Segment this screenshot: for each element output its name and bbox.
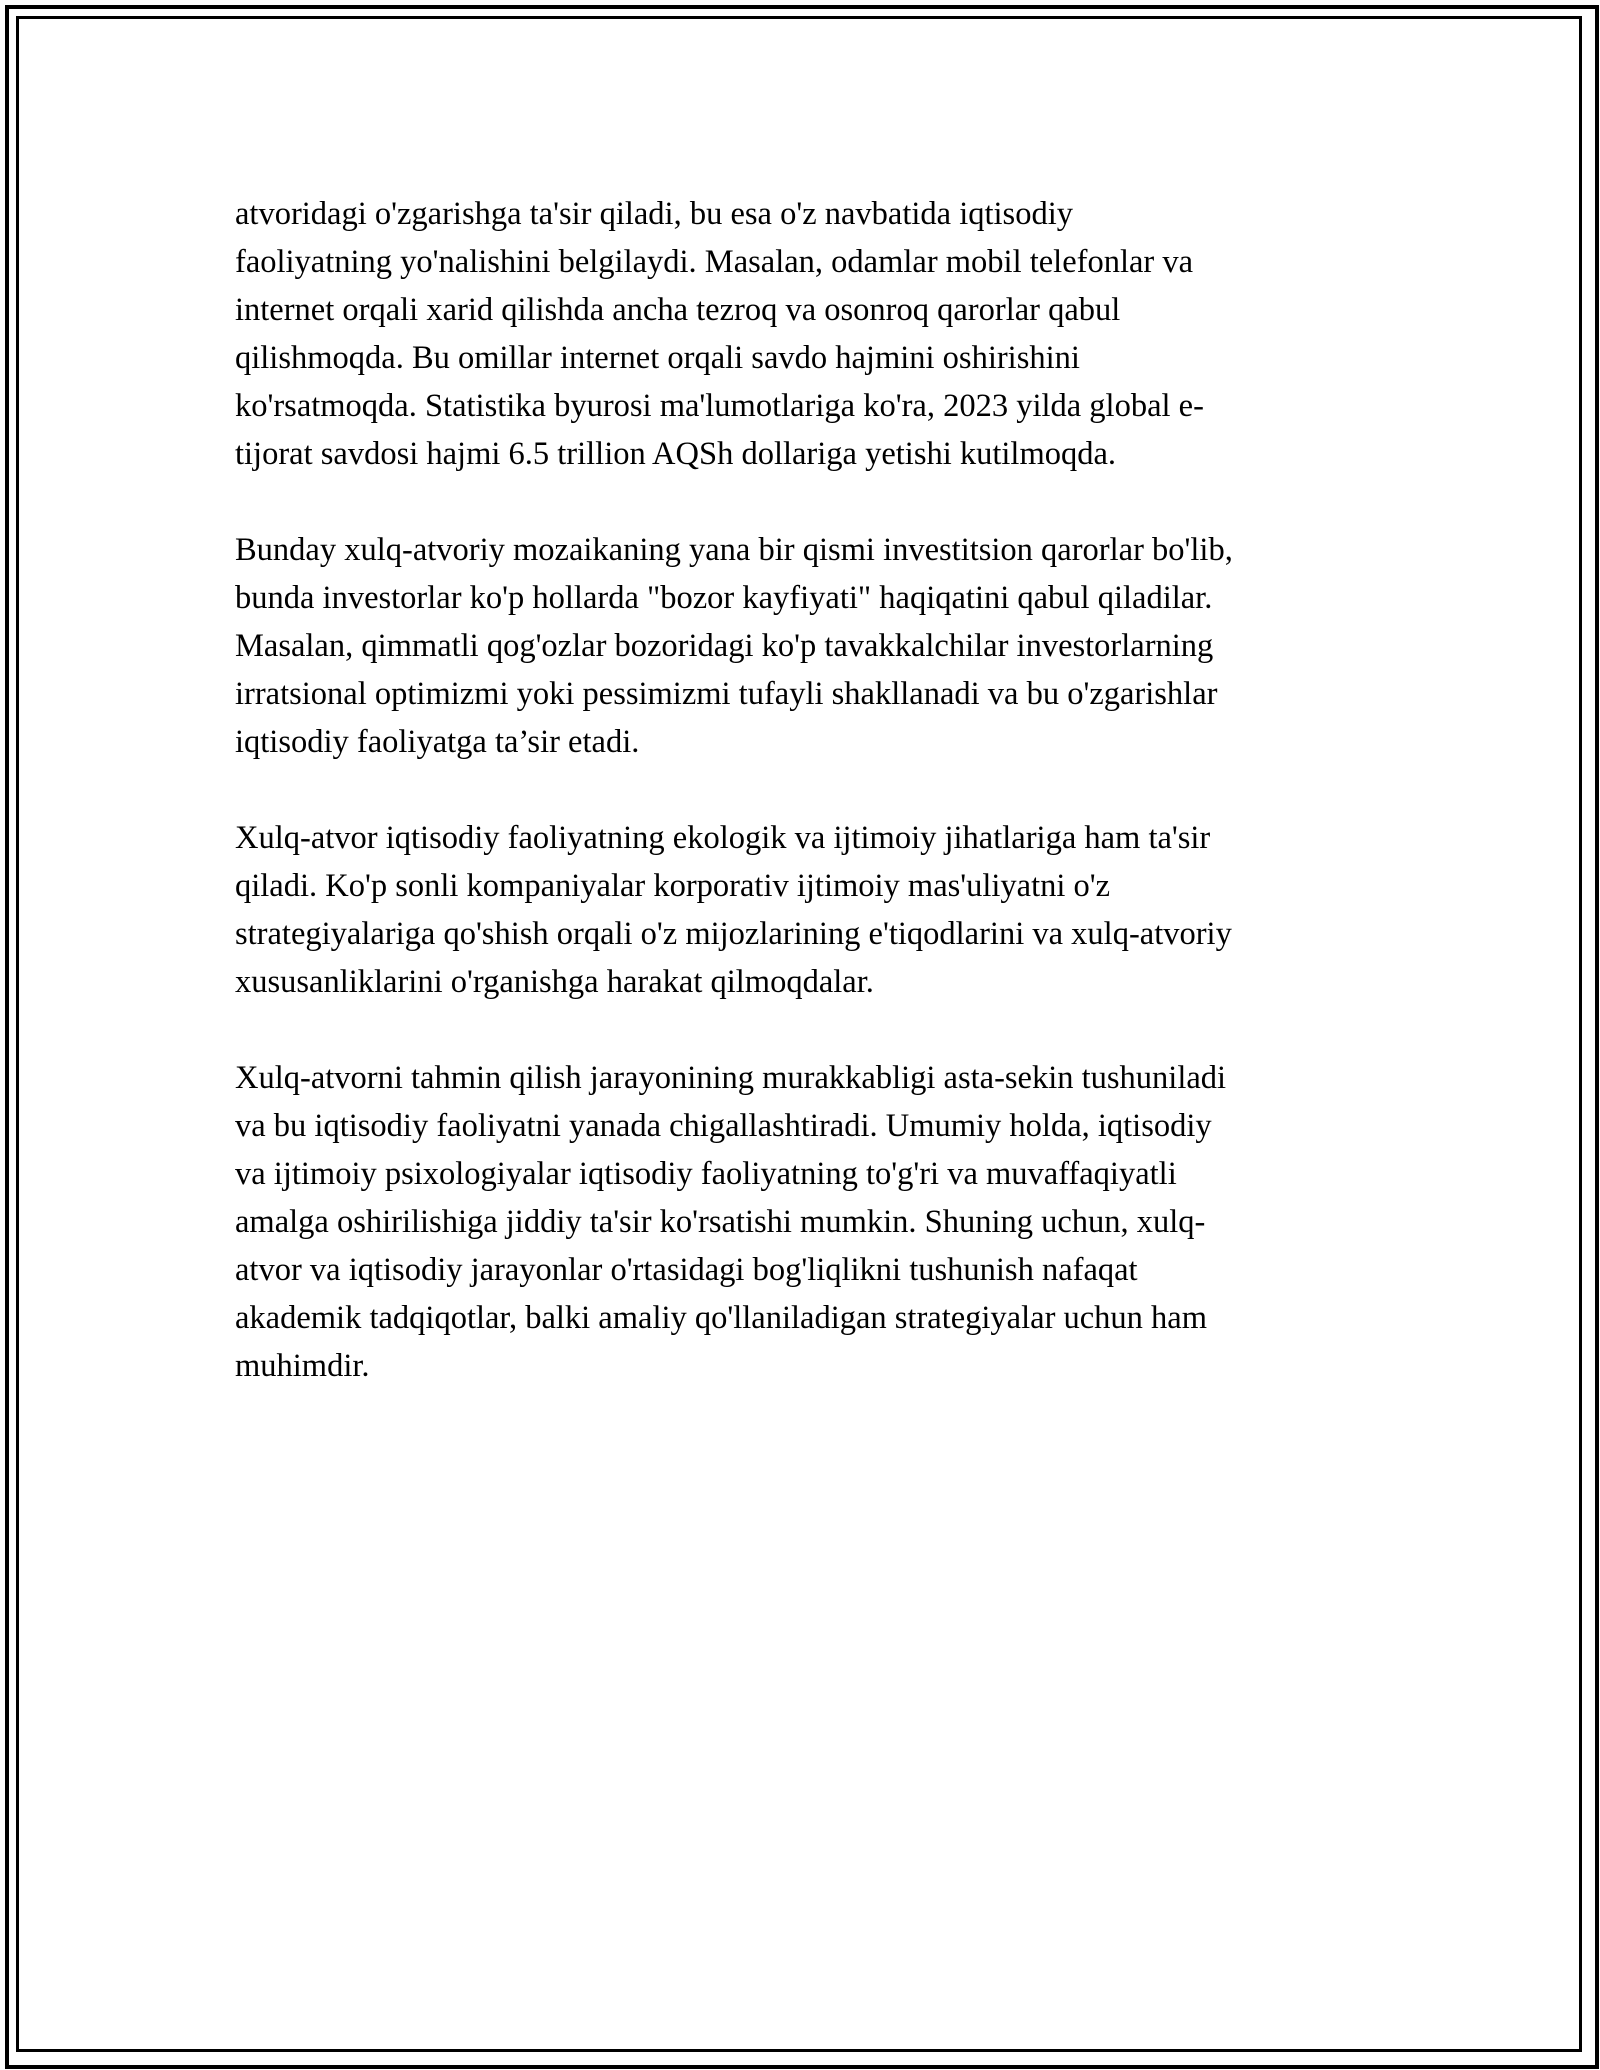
text-line: bunda investorlar ko'p hollarda "bozor kayfiyati" haqiqatini qabul qiladilar. (235, 580, 1213, 616)
text-line: Bunday xulq-atvoriy mozaikaning yana bir qismi investitsion qarorlar bo'lib, (235, 532, 1233, 568)
paragraph-3 (235, 814, 1380, 1006)
text-line: Masalan, qimmatli qog'ozlar bozoridagi ko'p tavakkalchilar investorlarning (235, 628, 1214, 664)
text-line: ko'rsatmoqda. Statistika byurosi ma'lumotlariga ko'ra, 2023 yilda global e- (235, 388, 1204, 424)
text-line: va ijtimoiy psixologiyalar iqtisodiy faoliyatning to'g'ri va muvaffaqiyatli (235, 1156, 1177, 1192)
text-line: va bu iqtisodiy faoliyatni yanada chigallashtiradi. Umumiy holda, iqtisodiy (235, 1108, 1212, 1144)
paragraph-2 (235, 526, 1380, 766)
text-line: strategiyalariga qo'shish orqali o'z mijozlarining e'tiqodlarini va xulq-atvoriy (235, 916, 1232, 952)
text-line: tijorat savdosi hajmi 6.5 trillion AQSh dollariga yetishi kutilmoqda. (235, 436, 1117, 472)
text-line: irratsional optimizmi yoki pessimizmi tufayli shakllanadi va bu o'zgarishlar (235, 676, 1218, 712)
text-line: muhimdir. (235, 1348, 370, 1384)
document-body (235, 190, 1380, 1438)
text-line: akademik tadqiqotlar, balki amaliy qo'llaniladigan strategiyalar uchun ham (235, 1300, 1208, 1336)
text-line: iqtisodiy faoliyatga ta’sir etadi. (235, 724, 640, 760)
text-line: xususanliklarini o'rganishga harakat qilmoqdalar. (235, 964, 874, 1000)
text-line: Xulq-atvor iqtisodiy faoliyatning ekologik va ijtimoiy jihatlariga ham ta'sir (235, 820, 1211, 856)
text-line: internet orqali xarid qilishda ancha tezroq va osonroq qarorlar qabul (235, 292, 1121, 328)
text-line: atvor va iqtisodiy jarayonlar o'rtasidagi bog'liqlikni tushunish nafaqat (235, 1252, 1138, 1288)
paragraph-1 (235, 190, 1380, 478)
text-line: Xulq-atvorni tahmin qilish jarayonining murakkabligi asta-sekin tushuniladi (235, 1060, 1227, 1096)
text-line: atvoridagi o'zgarishga ta'sir qiladi, bu esa o'z navbatida iqtisodiy (235, 196, 1073, 232)
text-line: amalga oshirilishiga jiddiy ta'sir ko'rsatishi mumkin. Shuning uchun, xulq- (235, 1204, 1206, 1240)
paragraph-4 (235, 1054, 1380, 1390)
text-line: faoliyatning yo'nalishini belgilaydi. Masalan, odamlar mobil telefonlar va (235, 244, 1194, 280)
text-line: qiladi. Ko'p sonli kompaniyalar korporativ ijtimoiy mas'uliyatni o'z (235, 868, 1111, 904)
text-line: qilishmoqda. Bu omillar internet orqali savdo hajmini oshirishini (235, 340, 1080, 376)
